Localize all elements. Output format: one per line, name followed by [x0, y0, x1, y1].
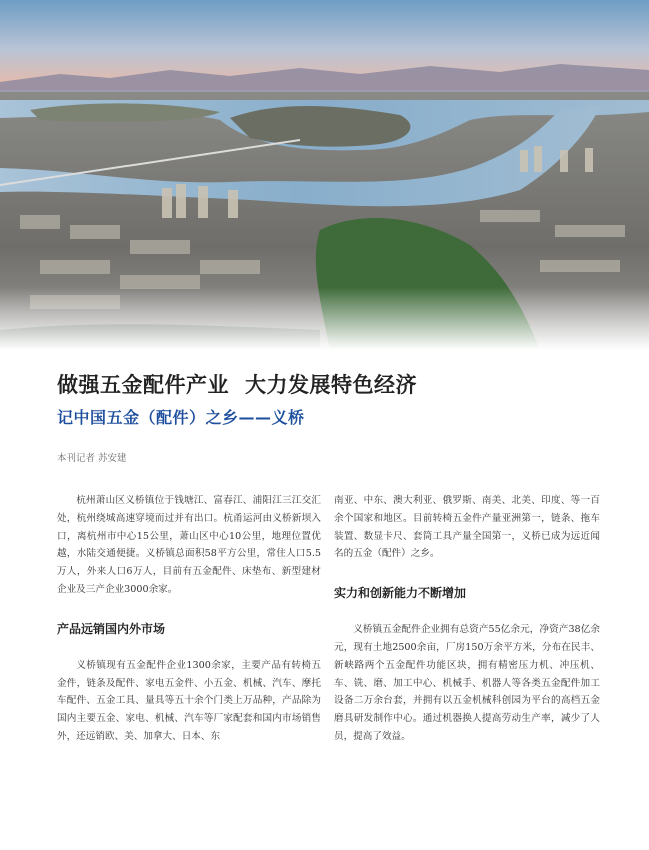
article-title — [57, 369, 417, 399]
article-subtitle: 记中国五金（配件）之乡——义桥 — [57, 408, 305, 427]
left-column — [57, 492, 321, 746]
right-column — [334, 492, 600, 746]
section-heading-markets: 产品远销国内外市场 — [57, 621, 166, 636]
title-part-2: 大力发展特色经济 — [245, 373, 417, 397]
left-paragraph-2: 义桥镇现有五金配件企业1300余家，主要产品有转椅五金件，链条及配件、家电五金件、小五金、机械、汽车、摩托车配件、五金工具、量具等五十余个门类上万品种，产品除为国内主要五金、家电、机械、汽车等厂家配套和国内市场销售外，还远销欧、美、加拿大、日本、东 — [57, 659, 321, 742]
right-paragraph-continued: 南亚、中东、澳大利亚、俄罗斯、南美、北美、印度、等一百余个国家和地区。目前转椅五金件产量亚洲第一，链条、拖车装置、数显卡尺、套筒工具产量全国第一，义桥已成为远近闻名的五金（配件）之乡。 — [334, 495, 600, 560]
hero-aerial-photo — [0, 0, 649, 350]
article-byline: 本刊记者 苏安建 — [57, 453, 127, 464]
right-paragraph-2: 义桥镇五金配件企业拥有总资产55亿余元，净资产38亿余元，现有土地2500余亩，厂房150万余平方米，分布在民丰、新峡路两个五金配件功能区块，拥有精密压力机、冲压机、车、铣、磨、加工中心、机械手、机器人等各类五金配件加工设备二万余台套，并拥有以五金机械科创园为平台的高档五金磨具研发制作中心。通过机器换人提高劳动生产率，减少了人员，提高了效益。 — [334, 624, 600, 742]
title-part-1: 做强五金配件产业 — [57, 373, 229, 397]
aerial-city-illustration — [0, 0, 649, 350]
section-heading-strength: 实力和创新能力不断增加 — [334, 586, 467, 601]
left-paragraph-1: 杭州萧山区义桥镇位于钱塘江、富春江、浦阳江三江交汇处，杭州绕城高速穿境而过并有出口。杭甬运河由义桥新坝入口，离杭州市中心15公里，萧山区中心10公里，地理位置优越，水陆交通便捷。义桥镇总面积58平方公里，常住人口5.5万人，外来人口6万人，目前有五金配件、床垫布、新型建材企业及三产企业3000余家。 — [57, 495, 321, 595]
